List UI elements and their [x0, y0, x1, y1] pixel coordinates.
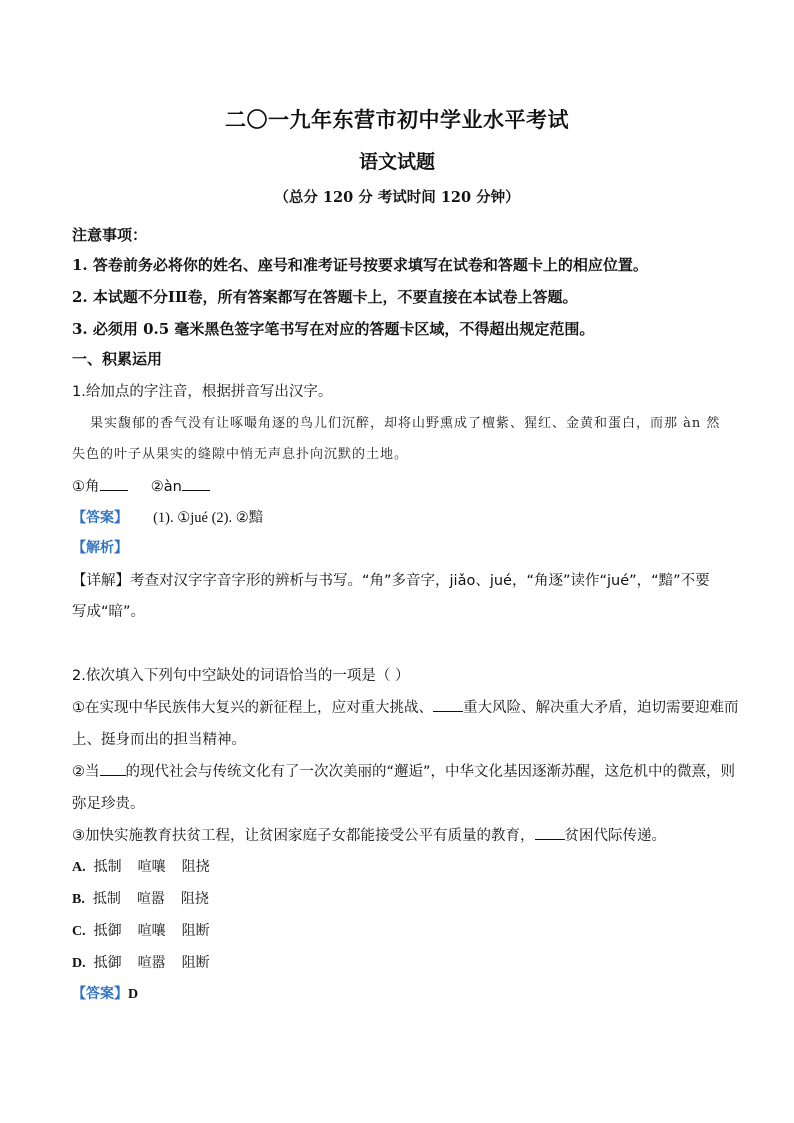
- option-word: 抵制: [93, 859, 122, 875]
- q2-sentence-2: [72, 760, 735, 781]
- q2-sentence-2-cont: 弥足珍贵。: [72, 796, 145, 812]
- q1-detail-line-2: 写成“暗”。: [72, 604, 146, 620]
- q2-stem: 2.依次填入下列句中空缺处的词语恰当的一项是（ ）: [72, 668, 410, 684]
- exam-title: 二〇一九年东营市初中学业水平考试: [225, 107, 569, 132]
- option-b[interactable]: [72, 888, 225, 908]
- option-d[interactable]: [72, 952, 226, 972]
- q1-stem: 1.给加点的字注音，根据拼音写出汉字。: [72, 384, 333, 400]
- q2-blank-1[interactable]: [433, 697, 463, 712]
- q1-answer: [72, 506, 263, 527]
- option-key: C.: [72, 924, 86, 939]
- option-word: 喧嚷: [137, 859, 166, 875]
- option-word: 喧嚣: [136, 891, 165, 907]
- option-word: 抵御: [93, 923, 122, 939]
- notice-item-2: 2. 本试题不分ⅠⅡ卷，所有答案都写在答题卡上，不要直接在本试卷上答题。: [72, 288, 578, 306]
- notice-item-3: 3. 必须用 0.5 毫米黑色签字笔书写在对应的答题卡区域，不得超出规定范围。: [72, 320, 595, 338]
- s3-part-a: ③加快实施教育扶贫工程，让贫困家庭子女都能接受公平有质量的教育，: [72, 828, 535, 844]
- option-word: 抵制: [92, 891, 121, 907]
- option-word: 阻挠: [180, 891, 209, 907]
- blank-1-prefix: ①角: [72, 479, 100, 495]
- detail-text-1: 考查对汉字字音字形的辨析与书写。“角”多音字，jiǎo、jué，“角逐”读作“jué”，“黯”不要: [130, 573, 710, 589]
- q2-sentence-1: [72, 696, 739, 717]
- s1-part-a: ①在实现中华民族伟大复兴的新征程上，应对重大挑战、: [72, 700, 433, 716]
- option-word: 阻挠: [181, 859, 210, 875]
- q2-sentence-1-cont: 上、挺身而出的担当精神。: [72, 732, 246, 748]
- q1-passage-line-1: 果实馥郁的香气没有让啄嘬角逐的鸟儿们沉醉，却将山野熏成了檀紫、猩红、金黄和蛋白，而那 àn 然: [90, 416, 721, 431]
- option-word: 阻断: [181, 955, 210, 971]
- option-a[interactable]: [72, 856, 226, 876]
- q2-sentence-3: [72, 824, 666, 845]
- option-c[interactable]: [72, 920, 226, 940]
- blank-2-prefix: ②àn: [150, 479, 182, 495]
- s3-part-b: 贫困代际传递。: [564, 828, 666, 844]
- q2-blank-3[interactable]: [535, 825, 565, 840]
- answer-label: 【答案】: [72, 986, 128, 1002]
- notice-item-1: 1. 答卷前务必将你的姓名、座号和准考证号按要求填写在试卷和答题卡上的相应位置。: [72, 256, 648, 274]
- option-word: 喧嚣: [137, 955, 166, 971]
- s1-part-b: 重大风险、解决重大矛盾，迫切需要迎难而: [463, 700, 739, 716]
- notice-heading: 注意事项：: [72, 226, 148, 244]
- q2-blank-2[interactable]: [100, 761, 126, 776]
- analysis-label: 【解析】: [72, 540, 128, 556]
- blank-2[interactable]: [182, 476, 210, 491]
- detail-label: 【详解】: [72, 573, 130, 589]
- answer-label: 【答案】: [72, 510, 128, 526]
- q1-blanks: [72, 475, 210, 496]
- answer-text: (1). ①jué (2). ②黯: [153, 510, 264, 526]
- option-word: 喧嚷: [137, 923, 166, 939]
- option-key: A.: [72, 860, 86, 875]
- section-heading: 一、积累运用: [72, 350, 163, 368]
- q1-passage-line-2: 失色的叶子从果实的缝隙中悄无声息扑向沉默的土地。: [72, 447, 409, 462]
- option-key: D.: [72, 956, 86, 971]
- exam-meta: （总分 120 分 考试时间 120 分钟）: [274, 189, 520, 206]
- s2-part-a: ②当: [72, 764, 100, 780]
- answer-value: D: [128, 987, 139, 1002]
- s2-part-b: 的现代社会与传统文化有了一次次美丽的“邂逅”，中华文化基因逐渐苏醒，这危机中的微熹，则: [125, 764, 736, 780]
- blank-1[interactable]: [100, 476, 128, 491]
- option-key: B.: [72, 892, 85, 907]
- option-word: 阻断: [181, 923, 210, 939]
- q1-detail-line-1: [72, 569, 710, 590]
- exam-subtitle: 语文试题: [358, 151, 435, 173]
- option-word: 抵御: [93, 955, 122, 971]
- q2-answer: [72, 983, 138, 1003]
